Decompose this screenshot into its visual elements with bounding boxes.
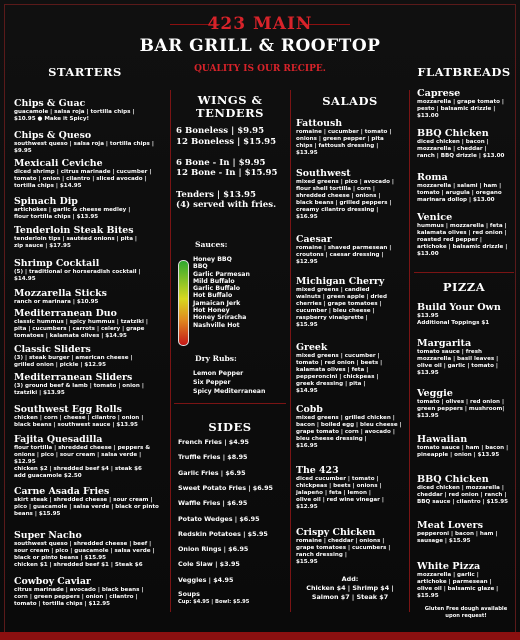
menu-item-description: $13.00 xyxy=(417,250,439,257)
menu-item-description: $15.95 xyxy=(296,321,318,328)
sauce-option: Hot Buffalo xyxy=(193,292,233,300)
menu-item-description: $13.00 xyxy=(417,112,439,119)
menu-item xyxy=(417,302,515,327)
menu-item xyxy=(417,561,515,600)
menu-item-description: diced chicken | mozzarella | xyxy=(417,485,504,491)
menu-item-description: beans | $15.95 xyxy=(14,510,61,517)
menu-item-description: mixed greens | candied xyxy=(296,287,370,293)
menu-item-description: black beans | grilled peppers | xyxy=(296,199,392,206)
wings-heading xyxy=(174,94,286,120)
sauce-option: Garlic Buffalo xyxy=(193,285,241,293)
menu-item-description: hummus | mozzarella | feta | xyxy=(417,223,507,229)
salad-addons-line: Chicken $4 | Shrimp $4 | xyxy=(306,584,394,592)
menu-item xyxy=(417,172,515,204)
menu-item-name: BBQ Chicken xyxy=(417,474,489,485)
menu-item-description: jalapeño | feta | lemon | xyxy=(296,489,371,496)
sauces-list xyxy=(193,256,250,329)
menu-item-name: White Pizza xyxy=(417,561,481,572)
menu-item-description: pineapple | onion | $13.95 xyxy=(417,451,500,458)
menu-item-description: ranch or marinara | $10.95 xyxy=(14,299,99,305)
menu-item-description: mozzarella | cheddar | xyxy=(417,145,487,152)
menu-item-description: mozzarella | basil leaves | xyxy=(417,355,499,362)
sauce-option: Mild Buffalo xyxy=(193,277,235,285)
side-item: Waffle Fries | $6.95 xyxy=(178,499,248,508)
menu-item xyxy=(14,404,166,429)
menu-item-name: Caesar xyxy=(296,234,332,245)
menu-item xyxy=(417,434,515,459)
menu-item-description: grape tomato | corn | avocado | xyxy=(296,428,395,435)
menu-item-description: diced chicken | bacon | xyxy=(417,139,489,145)
menu-item-description: chicken $1 | shredded beef $1 | Steak $6 xyxy=(14,561,143,568)
menu-item-description: tomato | arugula | oregano xyxy=(417,189,502,196)
menu-item-description: diced shrimp | citrus marinade | cucumber | xyxy=(14,169,152,175)
menu-item xyxy=(14,158,166,190)
menu-item-description: add guacamole $2.50 xyxy=(14,472,82,479)
side-item: Redskin Potatoes | $5.95 xyxy=(178,529,268,538)
menu-item-description: pesto | balsamic drizzle | xyxy=(417,105,496,112)
side-item: Onion Rings | $6.95 xyxy=(178,545,249,554)
menu-item-description: olive oil | garlic | tomato | xyxy=(417,362,498,369)
menu-item-name: Classic Sliders xyxy=(14,344,91,355)
menu-item-description: diced cucumber | tomato | xyxy=(296,476,379,482)
menu-item-description: cherries | grape tomatoes | xyxy=(296,300,382,307)
menu-item-name: Greek xyxy=(296,342,328,353)
menu-item-description: tzatziki | $13.95 xyxy=(14,389,65,396)
menu-item-description: citrus marinade | avocado | black beans | xyxy=(14,587,144,593)
menu-item-description: roasted red pepper | xyxy=(417,236,482,243)
menu-item xyxy=(296,168,406,220)
menu-item-description: romaine | cucumber | tomato | xyxy=(296,129,392,135)
menu-item-description: $12.95 xyxy=(296,258,318,265)
wing-option: (4) served with fries. xyxy=(176,200,277,211)
menu-item xyxy=(296,276,406,328)
menu-item-name: Southwest Egg Rolls xyxy=(14,404,122,415)
restaurant-name: BAR GRILL & ROOFTOP xyxy=(139,36,381,56)
menu-item-description: onions | green pepper | pita xyxy=(296,135,384,142)
menu-item-description: tomato | onion | cilantro | sliced avocado | xyxy=(14,175,147,182)
menu-item-description: (5) | traditional or horseradish cocktail | xyxy=(14,269,141,275)
menu-item-description: (3) | steak burger | american cheese | xyxy=(14,355,133,361)
menu-item-name: Meat Lovers xyxy=(417,520,483,531)
menu-item-name: Carne Asada Fries xyxy=(14,486,110,497)
menu-item-description: BBQ sauce | cilantro | $15.95 xyxy=(417,498,509,505)
menu-item xyxy=(417,520,515,545)
menu-item-description: sour cream | pico | guacamole | salsa verde | xyxy=(14,547,155,554)
menu-item-name: BBQ Chicken xyxy=(417,128,489,139)
menu-item-description: $13.95 xyxy=(417,369,439,376)
menu-item-description: tomato sauce | fresh xyxy=(417,349,483,355)
tagline: QUALITY IS OUR RECIPE. xyxy=(194,64,326,74)
side-item: Truffle Fries | $8.95 xyxy=(178,453,248,462)
menu-item-name: Fattoush xyxy=(296,118,343,129)
menu-item xyxy=(14,434,166,480)
menu-item xyxy=(14,372,166,397)
column-divider xyxy=(290,90,291,612)
menu-item-name: Super Nacho xyxy=(14,530,82,541)
menu-item-description: walnuts | green apple | dried xyxy=(296,293,387,300)
menu-item xyxy=(14,258,166,283)
menu-item-description: artichoke | balsamic drizzle | xyxy=(417,243,508,250)
menu-item-description: $12.95 xyxy=(14,458,36,465)
menu-item-description: $10.95 ● Make it Spicy! xyxy=(14,115,90,122)
soups-label: Soups xyxy=(178,590,200,598)
menu-item-description: $16.95 xyxy=(296,442,318,449)
sauce-option: Honey Sriracha xyxy=(193,314,247,322)
menu-item xyxy=(296,234,406,266)
menu-item-description: $9.95 xyxy=(14,147,32,154)
menu-item-description: flour shell tortilla | corn | xyxy=(296,185,375,192)
menu-item-description: kalamata olives | feta | xyxy=(296,366,369,373)
menu-item xyxy=(14,308,166,340)
menu-item-description: pepperoni | bacon | ham | xyxy=(417,531,498,537)
menu-item-name: Veggie xyxy=(417,388,453,399)
menu-item-description: $12.95 xyxy=(296,503,318,510)
menu-item-name: Michigan Cherry xyxy=(296,276,385,287)
side-item: Garlic Fries | $6.95 xyxy=(178,468,246,477)
menu-item-description: guacamole | salsa roja | tortilla chips | xyxy=(14,109,135,115)
menu-item-description: $13.95 xyxy=(417,313,439,319)
menu-item xyxy=(14,196,166,221)
menu-item-description: tortilla chips | $14.95 xyxy=(14,182,82,189)
menu-item-name: Mediterranean Duo xyxy=(14,308,117,319)
salad-addons xyxy=(294,575,406,602)
menu-item-description: tomatoes | kalamata olives | $14.95 xyxy=(14,332,127,339)
menu-item-description: $15.95 xyxy=(417,592,439,599)
sauce-option: Honey BBQ xyxy=(193,256,232,263)
menu-item-name: Venice xyxy=(417,212,453,223)
menu-item-description: mixed greens | cucumber | xyxy=(296,353,380,359)
heat-scale-bar xyxy=(178,260,189,346)
menu-item-description: $13.95 xyxy=(417,412,439,419)
wing-option: 6 Boneless | $9.95 xyxy=(176,126,265,136)
menu-item-description: olive oil | red wine vinegar | xyxy=(296,496,384,503)
menu-item-name: Shrimp Cocktail xyxy=(14,258,100,269)
wing-option: 12 Bone - In | $15.95 xyxy=(176,168,278,179)
sides-heading: SIDES xyxy=(208,420,252,434)
dry-rubs-heading: Dry Rubs: xyxy=(195,354,237,363)
menu-item-description: skirt steak | shredded cheese | sour cream | xyxy=(14,497,153,503)
menu-item-name: Caprese xyxy=(417,88,461,99)
menu-item xyxy=(14,225,166,250)
menu-item-description: cucumber | bleu cheese | xyxy=(296,307,375,314)
menu-item xyxy=(417,88,515,120)
menu-item-name: Mexicali Ceviche xyxy=(14,158,103,169)
menu-item xyxy=(417,212,515,258)
menu-item-description: corn | green peppers | onion | cilantro | xyxy=(14,593,138,600)
menu-item-description: Additional Toppings $1 xyxy=(417,319,490,326)
menu-item-description: $16.95 xyxy=(296,213,318,220)
menu-item-description: flour tortilla | shredded cheese | peppers & xyxy=(14,445,151,451)
menu-item-description: ranch dressing | xyxy=(296,551,347,558)
menu-item xyxy=(14,98,166,123)
menu-item-description: pepperoncini | chickpeas | xyxy=(296,373,379,380)
menu-item xyxy=(417,388,515,420)
menu-item-description: artichoke | parmesean | xyxy=(417,578,492,585)
wing-option: 6 Bone - In | $9.95 xyxy=(176,157,266,168)
menu-item-description: black beans | southwest sauce | $13.95 xyxy=(14,421,138,428)
menu-item-description: flour tortilla chips | $13.95 xyxy=(14,213,99,220)
menu-item xyxy=(14,288,166,306)
menu-item xyxy=(296,465,406,511)
flatbreads-heading: FLATBREADS xyxy=(417,65,511,79)
menu-item-description: tenderloin tips | sautéed onions | pita | xyxy=(14,236,137,242)
sauce-option: Hot Honey xyxy=(193,307,230,315)
menu-item-description: chicken $2 | shredded beef $4 | steak $6 xyxy=(14,465,142,472)
menu-item-description: mixed greens | pico | avocado | xyxy=(296,179,394,185)
menu-item-description: pico | guacamole | salsa verde | black or pinto xyxy=(14,503,159,510)
wings-heading-line1: WINGS & xyxy=(197,93,263,107)
sauces-heading: Sauces: xyxy=(195,240,228,249)
salad-addons-title: Add: xyxy=(341,575,359,583)
column-divider xyxy=(170,90,171,612)
menu-item xyxy=(417,474,515,506)
wing-option: 12 Boneless | $15.95 xyxy=(176,136,277,147)
menu-item-description: mozzarella | salami | ham | xyxy=(417,183,502,189)
dry-rub-option: Lemon Pepper xyxy=(193,370,244,377)
dry-rubs-list xyxy=(193,369,265,396)
menu-item-description: bleu cheese dressing | xyxy=(296,435,367,442)
menu-item-description: shredded cheese | onions | xyxy=(296,192,381,199)
menu-item-description: (3) ground beef & lamb | tomato | onion | xyxy=(14,383,144,389)
menu-item-description: artichokes | garlic & cheese medley | xyxy=(14,207,131,213)
dry-rub-option: Spicy Mediterranean xyxy=(193,388,266,395)
gluten-free-note-line: upon request! xyxy=(445,613,487,619)
soups-price: Cup: $4.95 | Bowl: $5.95 xyxy=(178,599,250,605)
side-item: Cole Slaw | $3.95 xyxy=(178,560,240,569)
menu-item-name: Southwest xyxy=(296,168,351,179)
menu-item-name: Tenderloin Steak Bites xyxy=(14,225,134,236)
menu-item-description: onions | pico | sour cream | salsa verde | xyxy=(14,451,142,458)
menu-item-description: tomato sauce | ham | bacon | xyxy=(417,445,509,451)
side-item: Potato Wedges | $6.95 xyxy=(178,514,260,523)
menu-item-description: raspberry vinaigrette | xyxy=(296,314,368,321)
menu-item-name: Chips & Guac xyxy=(14,98,86,109)
wings-heading-line2: TENDERS xyxy=(196,106,264,120)
menu-item-description: black or pinto beans | $15.95 xyxy=(14,554,107,561)
menu-item-description: tomato | olives | red onion | xyxy=(417,399,505,405)
menu-item-description: $14.95 xyxy=(14,275,36,282)
menu-item-description: romaine | shaved parmesean | xyxy=(296,245,392,251)
menu-item-description: grilled onion | pickle | $12.95 xyxy=(14,361,106,368)
menu-item xyxy=(296,404,406,450)
menu-item xyxy=(14,130,166,155)
salad-addons-line: Salmon $7 | Steak $7 xyxy=(311,593,389,601)
menu-item-description: marinara dollop | $13.00 xyxy=(417,196,495,203)
sauce-option: BBQ xyxy=(193,263,208,271)
menu-item-name: Mozzarella Sticks xyxy=(14,288,107,299)
menu-item-description: mixed greens | grilled chicken | xyxy=(296,415,395,421)
menu-item-description: olive oil | balsamic glaze | xyxy=(417,585,499,592)
menu-item-description: greek dressing | pita | xyxy=(296,380,366,387)
wing-option: Tenders | $13.95 xyxy=(176,189,256,200)
menu-item xyxy=(296,527,406,566)
sauce-option: Nashville Hot xyxy=(193,321,240,329)
column-divider xyxy=(409,90,410,612)
menu-item-description: tomato | red onion | beets | xyxy=(296,359,383,366)
sauce-option: Jamaican Jerk xyxy=(193,299,241,307)
menu-item-name: Cobb xyxy=(296,404,323,415)
menu-item-description: grape tomatoes | cucumbers | xyxy=(296,544,391,551)
menu-item-name: Build Your Own xyxy=(417,302,501,313)
menu-item-description: chips | fattoush dressing | xyxy=(296,142,379,149)
menu-item-description: kalamata olives | red onion | xyxy=(417,229,507,236)
menu-item-name: Mediterranean Sliders xyxy=(14,372,133,383)
menu-item xyxy=(417,338,515,377)
menu-item-name: Cowboy Caviar xyxy=(14,576,91,587)
menu-item xyxy=(296,118,406,157)
restaurant-number: 423 MAIN xyxy=(207,14,313,34)
side-item: Sweet Potato Fries | $6.95 xyxy=(178,483,274,492)
menu-item-name: Crispy Chicken xyxy=(296,527,376,538)
menu-item-description: zip sauce | $17.95 xyxy=(14,242,71,249)
menu-item-name: Spinach Dip xyxy=(14,196,78,207)
menu-item-name: Margarita xyxy=(417,338,472,349)
menu-item-name: Chips & Queso xyxy=(14,130,92,141)
side-item: French Fries | $4.95 xyxy=(178,438,249,446)
menu-item-description: ranch | BBQ drizzle | $13.00 xyxy=(417,152,505,159)
menu-item xyxy=(417,128,515,160)
menu-item-description: tomato | tortilla chips | $12.95 xyxy=(14,600,111,607)
sauce-option: Garlic Parmesan xyxy=(193,270,250,278)
menu-item xyxy=(14,486,166,518)
menu-item xyxy=(14,344,166,369)
menu-item-description: creamy cilantro dressing | xyxy=(296,206,379,213)
menu-item xyxy=(296,342,406,394)
sides-divider xyxy=(174,403,286,404)
menu-item-description: bacon | boiled egg | bleu cheese | xyxy=(296,421,402,428)
menu-item-description: $13.95 xyxy=(296,149,318,156)
menu-item-description: chicken | corn | cheese | cilantro | onion | xyxy=(14,415,144,421)
menu-item-description: mozzarella | grape tomato | xyxy=(417,99,504,105)
gluten-free-note-line: Gluten Free dough available xyxy=(424,606,508,612)
dry-rub-option: Six Pepper xyxy=(193,379,231,386)
menu-item-name: Fajita Quesadilla xyxy=(14,434,103,445)
menu-item-description: mozzarella | garlic | xyxy=(417,572,479,578)
bottom-accent-bar xyxy=(0,632,520,640)
menu-item xyxy=(14,576,166,608)
menu-item-description: croutons | caesar dressing | xyxy=(296,251,384,258)
menu-item-description: $15.95 xyxy=(296,558,318,565)
menu-item-description: cheddar | red onion | ranch | xyxy=(417,491,507,498)
starters-heading: STARTERS xyxy=(48,65,122,79)
menu-item-description: southwest queso | salsa roja | tortilla chips | xyxy=(14,141,154,147)
menu-item-name: Roma xyxy=(417,172,448,183)
menu-item-name: The 423 xyxy=(296,465,339,476)
side-item: Veggies | $4.95 xyxy=(178,575,234,584)
menu-item-name: Hawaiian xyxy=(417,434,468,445)
pizza-divider xyxy=(414,272,514,273)
gluten-free-note xyxy=(418,606,514,620)
menu-item-description: green peppers | mushroom| xyxy=(417,405,505,412)
menu-item-description: classic hummus | spicy hummus | tzatziki | xyxy=(14,319,148,325)
menu-item-description: pita | cucumbers | carrots | celery | grape xyxy=(14,325,145,332)
menu-item-description: chickpeas | beets | onions | xyxy=(296,482,382,489)
pizza-heading: PIZZA xyxy=(442,280,486,294)
menu-item-description: southwest queso | shredded cheese | beef | xyxy=(14,541,152,547)
menu-item-description: $14.95 xyxy=(296,387,318,394)
menu-item-description: romaine | cheddar | onions | xyxy=(296,538,385,544)
menu-item-description: sausage | $15.95 xyxy=(417,537,471,544)
menu-item xyxy=(14,530,166,569)
salads-heading: SALADS xyxy=(322,94,378,108)
